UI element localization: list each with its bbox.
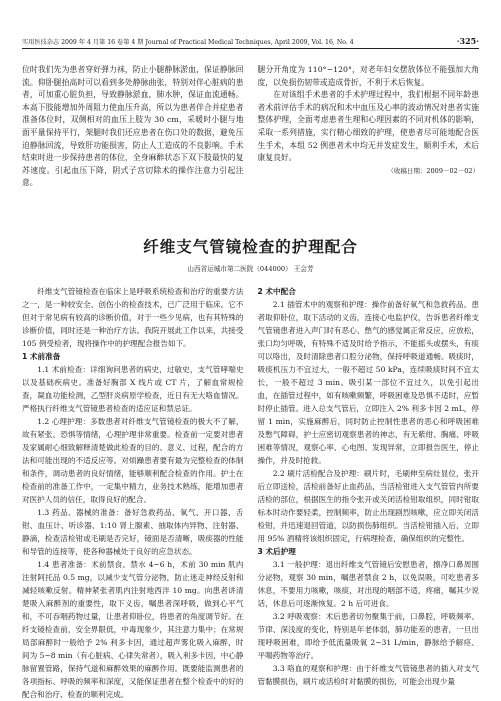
paragraph: 3.2 呼吸观察：术后患者切勿聚集于前，口鼻腔，呼吸频率、节律、深浅度的变化，特别是年老体弱，肺功能差的患者，一旦出现呼吸困难，即给予低流量吸氧 2~31 L/min，静脉给予解痉、平喘药物等治疗。 <box>257 612 479 660</box>
paragraph: 1.4 患者准备：术前禁食、禁水 4~6 h，术前 30 min 肌内注射阿托品 0.5 mg，以减少支气管分泌物，防止迷走神经反射和减轻咳嗽反射。精神紧张者肌内注射地西泮 10 mg。向患者讲清楚吸入麻醉剂的重要性，取下义齿，嘱患者深呼吸，做到心平气和，不可吞咽药物过量，让患者仰卧位，将患者的角度调节好。在纤支镜检查前，安全界限低，中毒现象少，其注意力集中；在常规局部麻醉时一般给予 2% 利多卡因，通过超声雾化吸入麻醉，时间为 5~8 min（有心脏病、心律失常者），吸入利多卡因，中心静脉留置管路，保持气道和麻醉效果的麻醉作用。既要能监测患者的各项指标、呼吸的频率和深度，又能保证患者在整个检查中的好的配合和治疗、检查的顺利完成。 <box>22 560 244 699</box>
paragraph: 3.1 一般护理：退出纤维支气管镜后安慰患者，擦净口鼻周围分泌物，观察 30 min，嘱患者禁食 2 h，以免误吸，可吃患者多休息，不要用力咳嗽，咳痰，对出现的咽部不适，疼痛，嘱其少说话，休息后可逐渐恢复。2 h 后可进食。 <box>257 560 479 608</box>
journal-header <box>22 28 479 49</box>
section-heading: 2 术中配合 <box>257 287 296 296</box>
article-body <box>22 285 479 699</box>
journal-citation: 实用医技杂志 2009 年 4 月第 16 卷第 4 期 Journal of Practical Medical Techniques, April 2009, Vol. 16, No. 4 <box>22 39 354 46</box>
top-right-column <box>257 64 480 175</box>
section-heading: 3 术后护理 <box>257 547 296 556</box>
paragraph: 腿分开角度为 110°~120°，对老年妇女摆放体位不能强加大角度，以免损伤韧带或造成骨折，不利于术后恢复。 <box>257 65 479 87</box>
paragraph: 2.1 插管术中的观察和护理：操作前备好氧气和急救药品。患者取仰卧位，取下活动的义齿，连接心电监护仪，告诉患者纤维支气管镜患者进入声门时有恶心、憋气的感觉属正常反应，应放松，张口均匀呼吸，有特殊不适及时给予指示，不能摇头或摆头，有痰可以咯出，及时清除患者口腔分泌物，保持呼吸道通畅。吸痰时，吸痰机压力不宜过大，一般不超过 50 kPa，连续吸痰时间不宜太长，一般不超过 3 min。吸引某一部位不宜过久，以免引起出血，在插管过程中，如有咳嗽频繁，呼吸困难及恐惧不适时，应暂时停止插管。进入总支气管后，立即注入 2% 利多卡因 2 mL，停留 1 min，实施麻醉后，同时防止控制性患者的恶心和呼吸困难及憋气障碍，护士应密切观察患者的神志，有无紫绀、胸痛、呼吸困难等情况，观察心率、心电图、发现异常，立即报告医生，停止操作，并及时抢救。 <box>257 300 479 465</box>
bottom-right-column <box>258 285 480 686</box>
page-number: ·325· <box>456 36 479 46</box>
paragraph: 1.1 术前检查：详细询问患者的病史，过敏史，支气管哮喘史以及基础疾病史。准备好胸部 X 线片或 CT 片，了解血常规检查，凝血功能检测，乙型肝炎病原学检查，近日有无大咯血情况。严格执行纤维支气管镜患者检查的适应证和禁忌证。 <box>22 365 244 413</box>
paragraph: 1.2 心理护理：多数患者对纤维支气管镜检查的极大不了解，故有紧张、恐惧等情绪，心理护理非常重要。检查前一定要对患者及家属耐心细致解释清楚做此检查的目的、意义、过程，配合的方法和可能出现的不适反应等。对烦躁患者要有最为完整检查的体制和条件，调动患者的良好情绪，能够顺利配合检查的作用。护士在检查前的准备工作中，一定集中精力，业务技术熟练，能增加患者对医护人员的信任，取得良好的配合。 <box>22 417 244 504</box>
article-title: 纤维支气管镜检查的护理配合 <box>143 238 358 256</box>
paragraph: 3.3 咯血的观察和护理：由于纤维支气管镜患者的插入对支气管黏膜损伤，刷片或活检时对黏膜的损伤，可能会出现少量 <box>257 664 479 686</box>
intro-paragraph: 纤维支气管镜检查在临床上是呼吸系统检查和治疗的重要方法之一，是一种较安全、创伤小的检查技术，已广泛用于临床。它不但对于常见病有较高的诊断价值，对于一些少见病，也有其特殊的诊断价值，同时还是一种治疗方法。我院开展此工作以来，共接受 105 例受检者，现将操作中的护理配合报告如下。 <box>22 287 244 348</box>
paragraph: 在对该组手术患者的手术护理过程中，我们根据不同年龄患者术前评估手术的病况和术中血压及心率的波动情况对患者实施整体护理，全面考虑患者生理和心理因素的不同对机体的影响，采取一系列措施，实行精心细致的护理，使患者尽可能地配合医生手术，本组 52 例患者术中均无并发症发生，顺利手术，术后康复良好。 <box>257 90 479 163</box>
previous-article-tail <box>22 64 479 188</box>
author-line: 山西省运城市第二医院（044000） 王会芳 <box>187 265 314 273</box>
paragraph: 1.3 药品、器械的准备：备好急救药品、氧气、开口器、舌钳、血压计、听诊器、1:10 肾上腺素、抽取体内异物、注射器、静滴，检查活检钳或毛刷是否完好，镜面是否清晰，吸痰器的性能和导管的连接等，使各种器械处于良好的应急状态。 <box>22 508 244 556</box>
bottom-left-column <box>22 285 244 699</box>
paragraph: 2.2 刷片活检配合及护理：刷片时，毛刷伸至病灶显位，张开后立即送检，活检前备好止血药品，当活检钳进入支气管管内所要活检的部位，根据医生的指令张开或关闭活检钳取组织，同时钳取标本时动作要轻柔，控制频率，防止出现剧烈咳嗽，应立即关闭活检钳，并迅速退回管道，以防损伤肺组织。当活检钳插入后，立即用 95% 酒精将该组织固定，行病理检查，确保组织的完整性。 <box>257 469 479 543</box>
paragraph: 位时我们先为患者穿好弹力袜，防止小腿静脉淤血，保证静脉回流。仰卧腿抬高时可以看到多处静脉曲张，特别对伴心脏病的患者，可加重心脏负担，导致静脉淤血，肺水肿，保证血流通畅。本高下肢能增加外周阻力使血压升高，所以为患者伴合并症患者准备体位时，双侧相对的血压上肢为 30 cm，采暖时小腿与地面平量保持平行，架腿时我们还应患者在伤口处的数据，避免压迫静脉回流，导致肝功能损害，防止人工造成的不良影响。手术结束时进一步保持患者的体位，全身麻醉状态下双下肢最快的复苏速度。引起血压下降，阴式子宫切除术的操作注意力引起注意。 <box>22 65 244 188</box>
received-date: （收稿日期：2009－02－02） <box>387 166 479 175</box>
section-heading: 1 术前准备 <box>22 352 61 361</box>
top-left-column <box>22 64 244 188</box>
